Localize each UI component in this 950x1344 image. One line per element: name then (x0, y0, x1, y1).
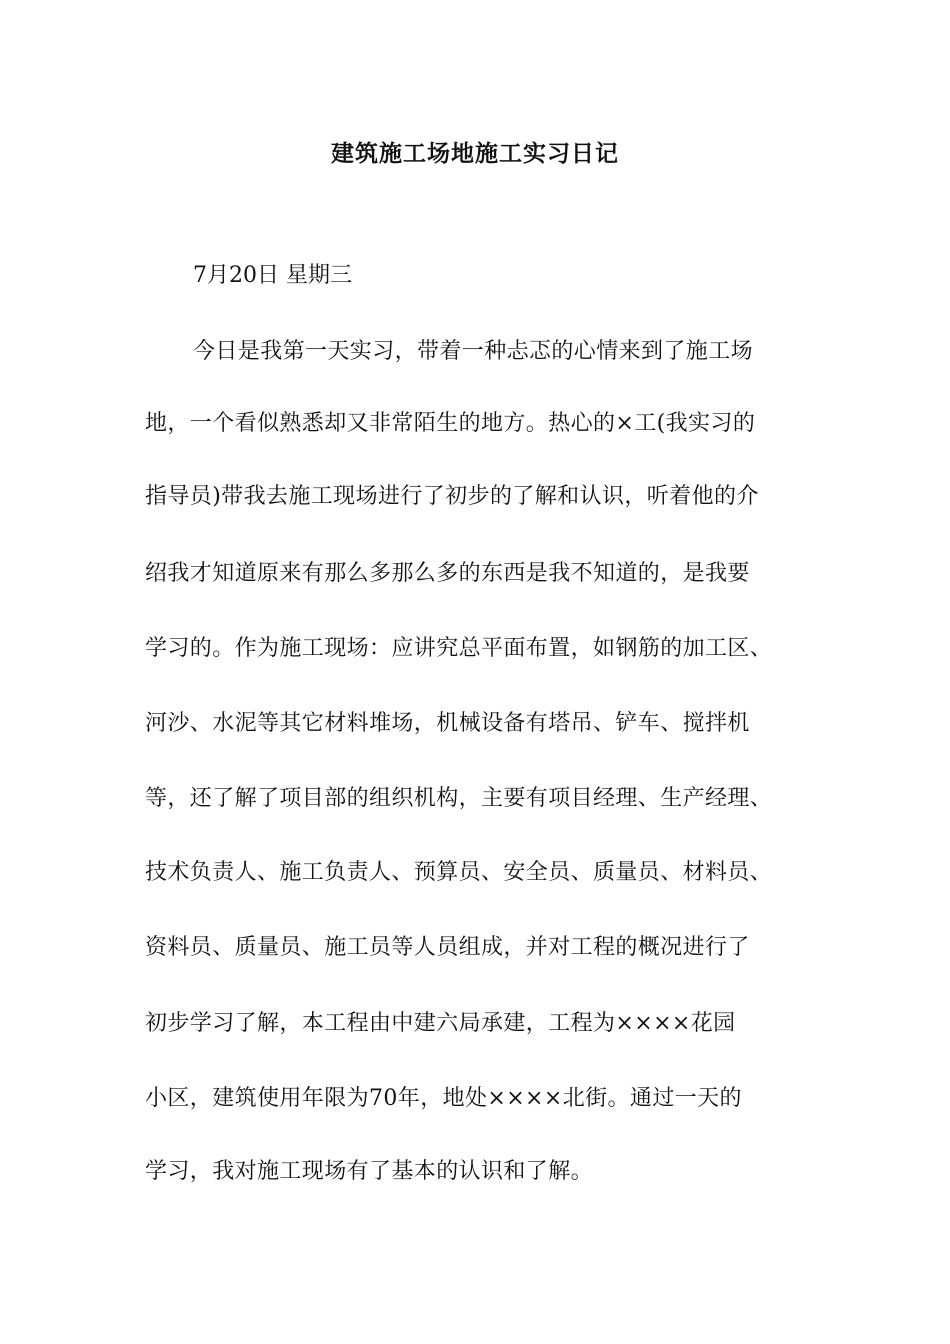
paragraph-line: 学习的。作为施工现场：应讲究总平面布置，如钢筋的加工区、 (145, 636, 773, 661)
paragraph-line: 技术负责人、施工负责人、预算员、安全员、质量员、材料员、 (145, 860, 773, 885)
paragraph-line: 小区，建筑使用年限为70年，地处××××北街。通过一天的 (145, 1086, 742, 1111)
paragraph-line: 今日是我第一天实习，带着一种忐忑的心情来到了施工场 (193, 339, 754, 364)
paragraph-line: 绍我才知道原来有那么多那么多的东西是我不知道的，是我要 (145, 561, 750, 586)
diary-date: 7月20日 星期三 (193, 263, 352, 288)
paragraph-line: 河沙、水泥等其它材料堆场，机械设备有塔吊、铲车、搅拌机 (145, 711, 750, 736)
paragraph-line: 资料员、质量员、施工员等人员组成，并对工程的概况进行了 (145, 935, 750, 960)
paragraph-line: 地，一个看似熟悉却又非常陌生的地方。热心的×工(我实习的 (145, 411, 756, 436)
paragraph-line: 等，还了解了项目部的组织机构，主要有项目经理、生产经理、 (145, 786, 773, 811)
paragraph-line: 学习，我对施工现场有了基本的认识和了解。 (145, 1159, 594, 1184)
paragraph-line: 初步学习了解，本工程由中建六局承建，工程为××××花园 (145, 1011, 736, 1036)
paragraph-line: 指导员)带我去施工现场进行了初步的了解和认识，听着他的介 (145, 484, 759, 509)
document-title: 建筑施工场地施工实习日记 (331, 140, 619, 167)
